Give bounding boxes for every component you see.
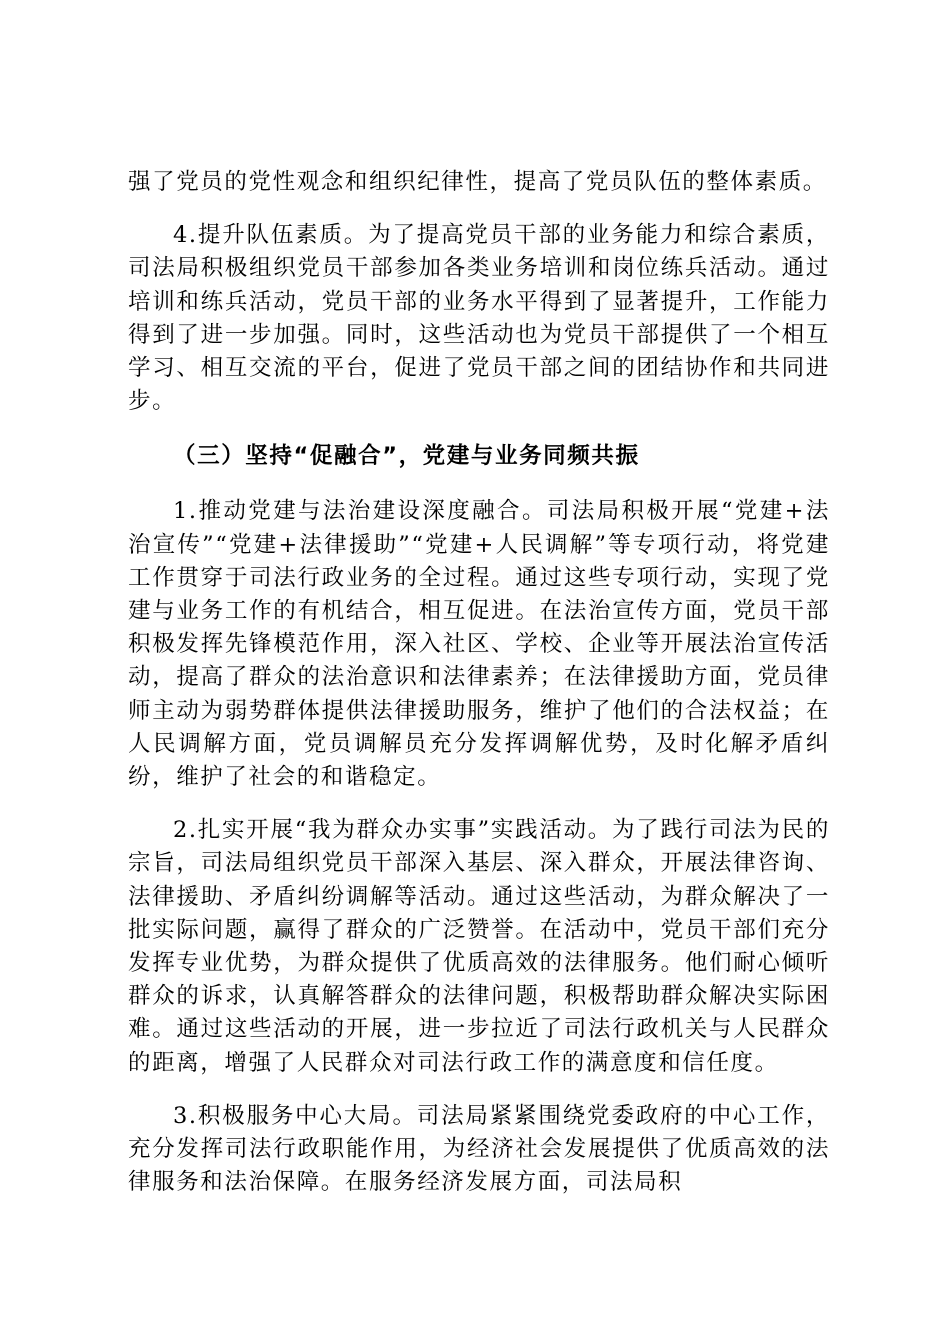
section-3-heading: （三）坚持“促融合”，党建与业务同频共振 xyxy=(173,443,640,470)
document-page xyxy=(128,166,830,1199)
paragraph-continuation: 强了党员的党性观念和组织纪律性，提高了党员队伍的整体素质。 xyxy=(128,169,827,195)
paragraph-section-3-item-2: 2.扎实开展“我为群众办实事”实践活动。为了践行司法为民的宗旨，司法局组织党员干部深入基层、深入群众，开展法律咨询、法律援助、矛盾纠纷调解等活动。通过这些活动，为群众解决了一批实际问题，赢得了群众的广泛赞誉。在活动中，党员干部们充分发挥专业优势，为群众提供了优质高效的法律服务。他们耐心倾听群众的诉求，认真解答群众的法律问题，积极帮助群众解决实际困难。通过这些活动的开展，进一步拉近了司法行政机关与人民群众的距离，增强了人民群众对司法行政工作的满意度和信任度。 xyxy=(128,817,830,1076)
paragraph-item-4: 4.提升队伍素质。为了提高党员干部的业务能力和综合素质，司法局积极组织党员干部参加各类业务培训和岗位练兵活动。通过培训和练兵活动，党员干部的业务水平得到了显著提升，工作能力得到了进一步加强。同时，这些活动也为党员干部提供了一个相互学习、相互交流的平台，促进了党员干部之间的团结协作和共同进步。 xyxy=(128,222,830,415)
paragraph-section-3-item-3: 3.积极服务中心大局。司法局紧紧围绕党委政府的中心工作，充分发挥司法行政职能作用，为经济社会发展提供了优质高效的法律服务和法治保障。在服务经济发展方面，司法局积 xyxy=(128,1102,830,1196)
paragraph-section-3-item-1: 1.推动党建与法治建设深度融合。司法局积极开展“党建+法治宣传”“党建+法律援助”“党建+人民调解”等专项行动，将党建工作贯穿于司法行政业务的全过程。通过这些专项行动，实现了党建与业务工作的有机结合，相互促进。在法治宣传方面，党员干部积极发挥先锋模范作用，深入社区、学校、企业等开展法治宣传活动，提高了群众的法治意识和法律素养；在法律援助方面，党员律师主动为弱势群体提供法律援助服务，维护了他们的合法权益；在人民调解方面，党员调解员充分发挥调解优势，及时化解矛盾纠纷，维护了社会的和谐稳定。 xyxy=(128,498,830,791)
